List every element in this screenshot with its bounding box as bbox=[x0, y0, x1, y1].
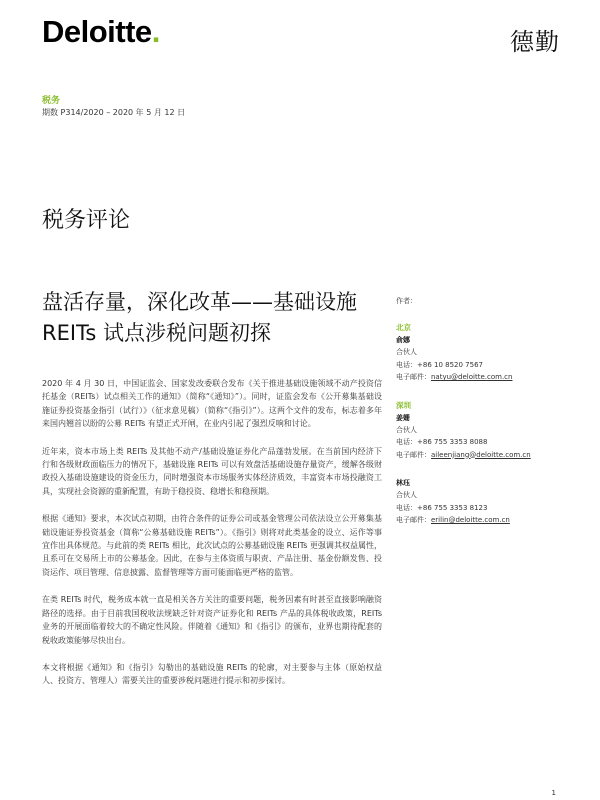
logo-dot: . bbox=[151, 14, 160, 49]
author-name: 姜姗 bbox=[396, 413, 410, 422]
author-city: 深圳 bbox=[396, 400, 411, 410]
article-title: 盘活存量，深化改革——基础设施 REITs 试点涉税问题初探 bbox=[42, 290, 357, 345]
document-meta bbox=[42, 95, 185, 119]
author-email-link[interactable]: aileenjiang@deloitte.com.cn bbox=[431, 450, 531, 459]
author-name: 俞娜 bbox=[396, 336, 410, 344]
logo-text: Deloitte bbox=[42, 14, 152, 49]
body-paragraph: 根据《通知》要求，本次试点初期，由符合条件的证券公司或基金管理公司依法设立公开募集基础设施证券投资基金（简称“公募基础设施 REITs”）。《指引》则将对此类基金的设立、运作等事宜作出具体规范。与此前的类 REITs 相比，此次试点的公募基础设施 REITs 更强调其权益属性，且系可在交易所上市的公募基金。因此，在参与主体资质与职责、产品注册、基金份额发售、投资运作、项目管理、信息披露、监督管理等方面可能面临更严格的监管。 bbox=[42, 514, 382, 577]
author-email-link[interactable]: natyu@deloitte.com.cn bbox=[431, 373, 513, 381]
body-paragraph: 本文将根据《通知》和《指引》勾勒出的基础设施 REITs 的轮廓，对主要参与主体（原始权益人、投资方、管理人）需要关注的重要涉税问题进行提示和初步探讨。 bbox=[42, 662, 382, 686]
author-card bbox=[396, 477, 586, 527]
author-phone: 电话：+86 755 3353 8123 bbox=[396, 503, 488, 512]
authors-panel bbox=[396, 296, 586, 543]
section-title: 税务评论 bbox=[42, 208, 131, 233]
deloitte-logo-chinese: 德勤 bbox=[510, 28, 560, 56]
body-paragraph: 在类 REITs 时代，税务成本就一直是相关各方关注的重要问题，税务因素有时甚至直接影响融资路径的选择。由于目前我国税收法规缺乏针对资产证券化和 REITs 产品的具体税收政策，REITs 业务的开展面临着较大的不确定性风险。伴随着《通知》和《指引》的颁布，业界也期待配套的税收政策能够尽快出台。 bbox=[42, 595, 382, 645]
author-role: 合伙人 bbox=[396, 425, 417, 434]
author-phone: 电话：+86 10 8520 7567 bbox=[396, 360, 483, 369]
author-card bbox=[396, 400, 586, 462]
author-email-row bbox=[396, 371, 586, 384]
issue-date: 期数 P314/2020 – 2020 年 5 月 12 日 bbox=[42, 108, 186, 117]
author-city: 北京 bbox=[396, 323, 411, 332]
body-paragraph: 近年来，资本市场上类 REITs 及其他不动产/基础设施证券化产品蓬勃发展。在当前国内经济下行和各级财政面临压力的情况下，基础设施 REITs 可以有效盘活基础设施存量资产，缓解各级财政投入基础设施建设的资金压力，同时增强资本市场服务实体经济质效，丰富资本市场投融资工具，实现社会资源的重新配置，有助于稳投资、稳增长和稳预期。 bbox=[42, 446, 382, 496]
author-email-link[interactable]: erilin@deloitte.com.cn bbox=[431, 516, 510, 524]
author-role: 合伙人 bbox=[396, 348, 417, 356]
article-body bbox=[42, 377, 382, 702]
author-email-row bbox=[396, 514, 586, 527]
author-card bbox=[396, 322, 586, 384]
body-paragraph: 2020 年 4 月 30 日，中国证监会、国家发改委联合发布《关于推进基础设施领域不动产投资信托基金（REITs）试点相关工作的通知》（简称“《通知》”）。同时，证监会发布《公开募集基础设施证券投资基金指引（试行）》（征求意见稿）（简称“《指引》”）。这两个文件的发布，标志着多年来国内翘首以盼的公募 REITs 有望正式开闸，在业内引起了强烈反响和讨论。 bbox=[42, 379, 382, 429]
category-label: 税务 bbox=[42, 96, 61, 106]
author-email-label: 电子邮件： bbox=[396, 373, 431, 381]
author-role: 合伙人 bbox=[396, 491, 417, 499]
page-number: 1 bbox=[551, 789, 556, 797]
author-email-row bbox=[396, 449, 586, 462]
author-name: 林珏 bbox=[396, 479, 410, 487]
author-phone: 电话：+86 755 3353 8088 bbox=[396, 438, 488, 446]
deloitte-logo bbox=[42, 14, 160, 50]
authors-label: 作者： bbox=[396, 297, 417, 305]
author-email-label: 电子邮件： bbox=[396, 516, 431, 524]
author-email-label: 电子邮件： bbox=[396, 450, 431, 459]
